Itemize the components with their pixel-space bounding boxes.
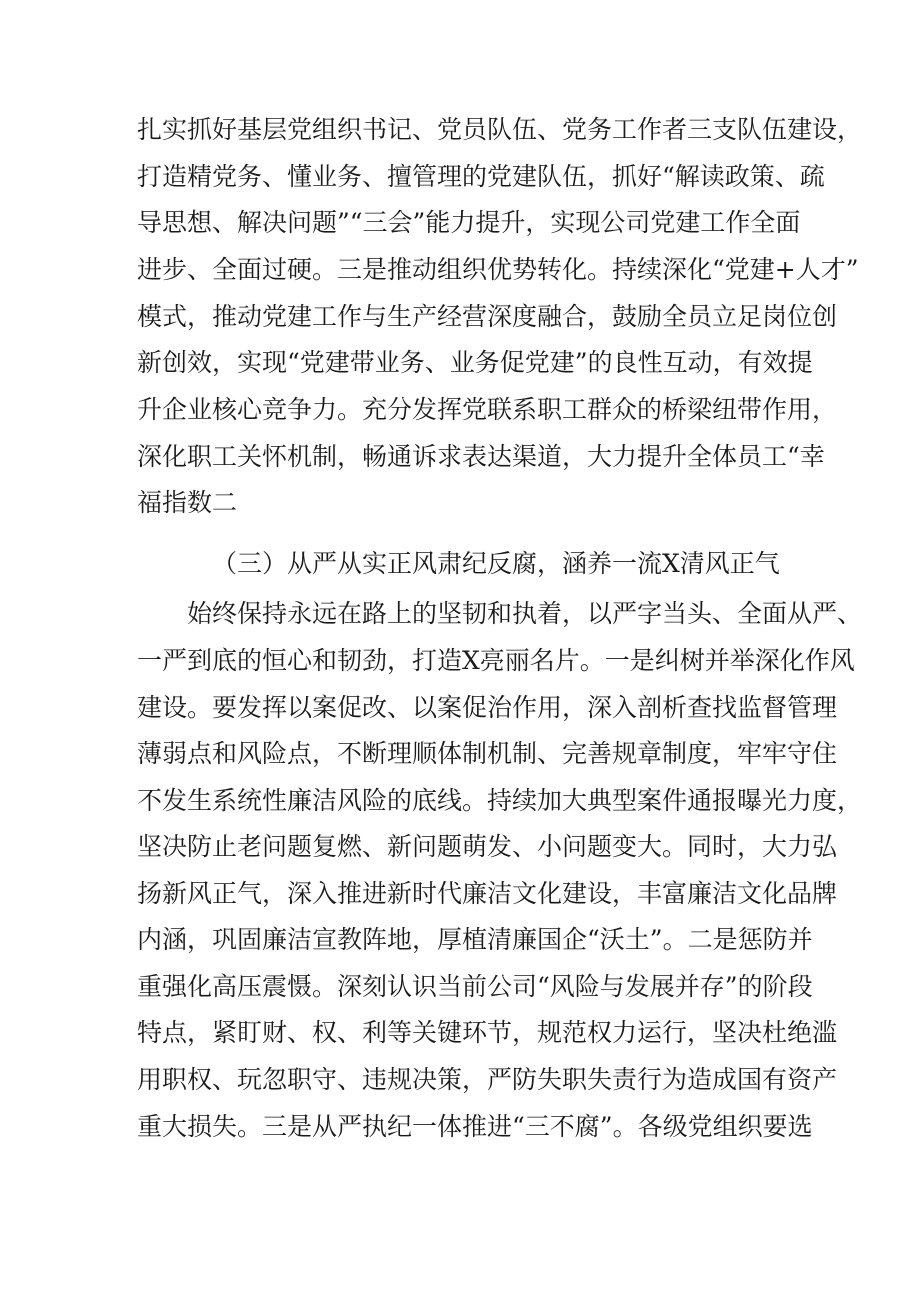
body-text-line: 升企业核心竞争力。充分发挥党联系职工群众的桥梁纽带作用， [137, 395, 838, 424]
section-heading: （三）从严从实正风肃纪反腐，涵养一流X清风正气 [212, 549, 780, 578]
body-text-line: 内涵，巩固廉洁宣教阵地，厚植清廉国企“沃土”。二是惩防并 [137, 925, 813, 954]
body-text-line: 新创效，实现“党建带业务、业务促党建”的良性互动，有效提 [137, 348, 813, 377]
body-text-line: 福指数二 [137, 488, 238, 517]
body-text-line: 特点，紧盯财、权、利等关键环节，规范权力运行，坚决杜绝滥 [137, 1018, 838, 1047]
body-text-line: 薄弱点和风险点，不断理顺体制机制、完善规章制度，牢牢守住 [137, 739, 838, 768]
body-text-line: 模式，推动党建工作与生产经营深度融合，鼓励全员立足岗位创 [137, 302, 838, 331]
body-text-line: 一严到底的恒心和韧劲，打造X亮丽名片。一是纠树并举深化作风 [137, 646, 855, 675]
body-text-line: 打造精党务、懂业务、擅管理的党建队伍，抓好“解读政策、疏 [137, 162, 825, 191]
body-text-line: 始终保持永远在路上的坚韧和执着，以严字当头、全面从严、 [187, 599, 863, 628]
body-text-line: 重大损失。三是从严执纪一体推进“三不腐”。各级党组织要选 [137, 1112, 813, 1141]
body-text-line: 坚决防止老问题复燃、新问题萌发、小问题变大。同时，大力弘 [137, 832, 838, 861]
body-text-line: 建设。要发挥以案促改、以案促治作用，深入剖析查找监督管理 [137, 693, 838, 722]
body-text-line: 进步、全面过硬。三是推动组织优势转化。持续深化“党建+人才” [137, 255, 859, 284]
body-text-line: 用职权、玩忽职守、违规决策，严防失职失责行为造成国有资产 [137, 1065, 838, 1094]
body-text-line: 导思想、解决问题”“三会”能力提升，实现公司党建工作全面 [137, 208, 801, 237]
body-text-line: 扬新风正气，深入推进新时代廉洁文化建设，丰富廉洁文化品牌 [137, 879, 838, 908]
body-text-line: 重强化高压震慑。深刻认识当前公司“风险与发展并存”的阶段 [137, 972, 813, 1001]
body-text-line: 不发生系统性廉洁风险的底线。持续加大典型案件通报曝光力度， [137, 786, 863, 815]
body-text-line: 深化职工关怀机制，畅通诉求表达渠道，大力提升全体员工“幸 [137, 442, 825, 471]
body-text-line: 扎实抓好基层党组织书记、党员队伍、党务工作者三支队伍建设， [137, 115, 863, 144]
